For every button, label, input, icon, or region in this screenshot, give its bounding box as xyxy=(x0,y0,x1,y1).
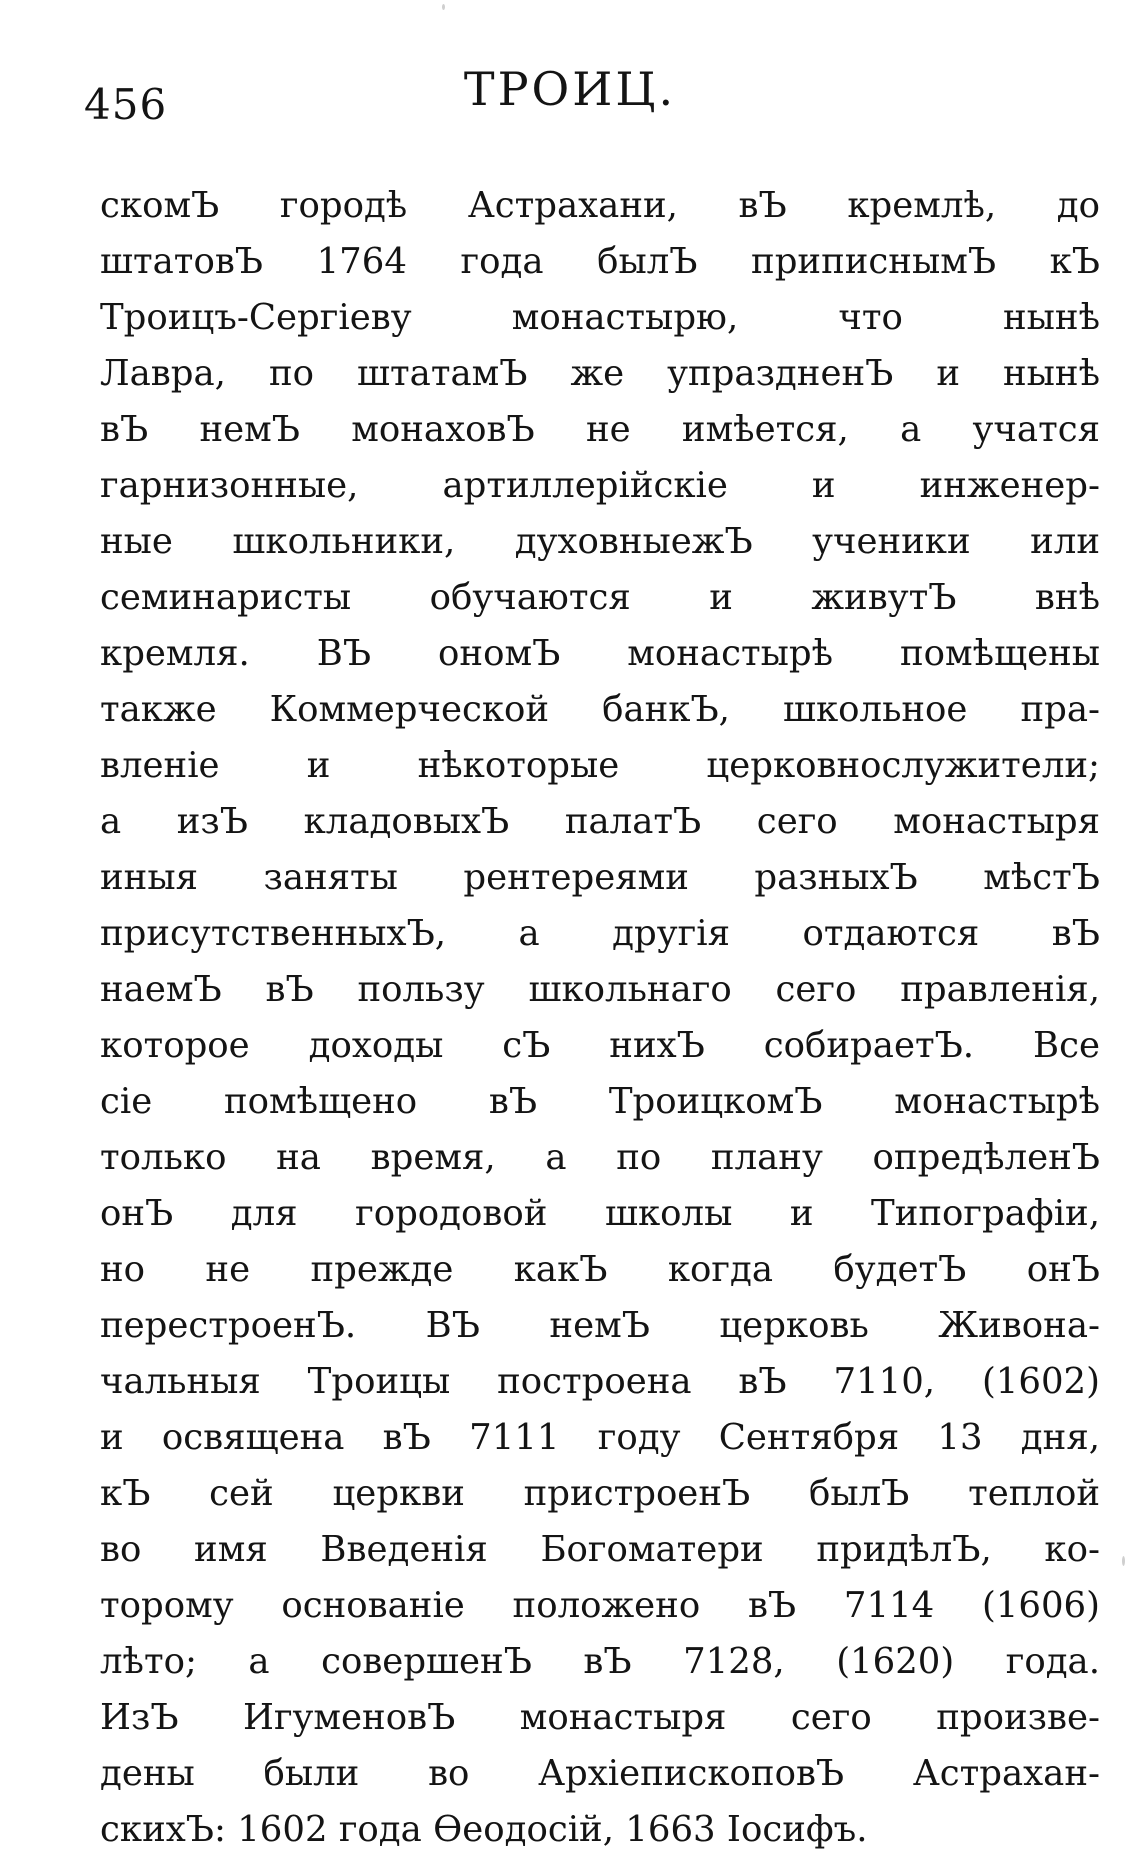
running-title: ТРОИЦ. xyxy=(463,62,677,116)
text-line-14: присутственныхЪ, а другія отдаются вЪ xyxy=(100,913,1100,954)
text-line-9: кремля. ВЪ ономЪ монастырѣ помѣщены xyxy=(100,633,1100,674)
text-line-30: скихЪ: 1602 года Ѳеодосій, 1663 Іосифъ. xyxy=(100,1809,868,1850)
text-line-29: дены были во АрхіепископовЪ Астрахан- xyxy=(100,1753,1100,1794)
text-line-16: которое доходы сЪ нихЪ собираетЪ. Все xyxy=(100,1025,1100,1066)
text-line-25: во имя Введенія Богоматери придѣлЪ, ко- xyxy=(100,1529,1100,1570)
text-line-15: наемЪ вЪ пользу школьнаго сего правленія, xyxy=(100,969,1100,1010)
ink-speck xyxy=(1122,1556,1125,1566)
text-line-7: ные школьники, духовныежЪ ученики или xyxy=(100,521,1100,562)
text-line-4: Лавра, по штатамЪ же упраздненЪ и нынѣ xyxy=(100,353,1100,394)
text-line-1: скомЪ городѣ Астрахани, вЪ кремлѣ, до xyxy=(100,185,1100,226)
page-number: 456 xyxy=(84,80,168,129)
text-line-28: ИзЪ ИгуменовЪ монастыря сего произве- xyxy=(100,1697,1100,1738)
text-line-18: только на время, а по плану опредѣленЪ xyxy=(100,1137,1100,1178)
text-line-21: перестроенЪ. ВЪ немЪ церковь Живона- xyxy=(100,1305,1100,1346)
text-line-24: кЪ сей церкви пристроенЪ былЪ теплой xyxy=(100,1473,1100,1514)
text-line-8: семинаристы обучаются и живутЪ внѣ xyxy=(100,577,1100,618)
text-line-22: чальныя Троицы построена вЪ 7110, (1602) xyxy=(100,1361,1100,1402)
text-line-10: также Коммерческой банкЪ, школьное пра- xyxy=(100,689,1100,730)
text-line-12: а изЪ кладовыхЪ палатЪ сего монастыря xyxy=(100,801,1100,842)
body-text xyxy=(100,178,1100,1858)
text-line-13: иныя заняты рентереями разныхЪ мѣстЪ xyxy=(100,857,1100,898)
text-line-27: лѣто; а совершенЪ вЪ 7128, (1620) года. xyxy=(100,1641,1100,1682)
ink-speck xyxy=(442,4,445,10)
text-line-26: торому основаніе положено вЪ 7114 (1606) xyxy=(100,1585,1100,1626)
text-line-5: вЪ немЪ монаховЪ не имѣется, а учатся xyxy=(100,409,1100,450)
text-line-2: штатовЪ 1764 года былЪ приписнымЪ кЪ xyxy=(100,241,1100,282)
text-line-11: вленіе и нѣкоторые церковнослужители; xyxy=(100,745,1100,786)
text-line-19: онЪ для городовой школы и Типографіи, xyxy=(100,1193,1100,1234)
text-line-3: Троицъ-Сергіеву монастырю, что нынѣ xyxy=(100,297,1100,338)
text-line-23: и освящена вЪ 7111 году Сентября 13 дня, xyxy=(100,1417,1100,1458)
text-line-6: гарнизонные, артиллерійскіе и инженер- xyxy=(100,465,1100,506)
text-line-20: но не прежде какЪ когда будетЪ онЪ xyxy=(100,1249,1100,1290)
text-line-17: сіе помѣщено вЪ ТроицкомЪ монастырѣ xyxy=(100,1081,1100,1122)
